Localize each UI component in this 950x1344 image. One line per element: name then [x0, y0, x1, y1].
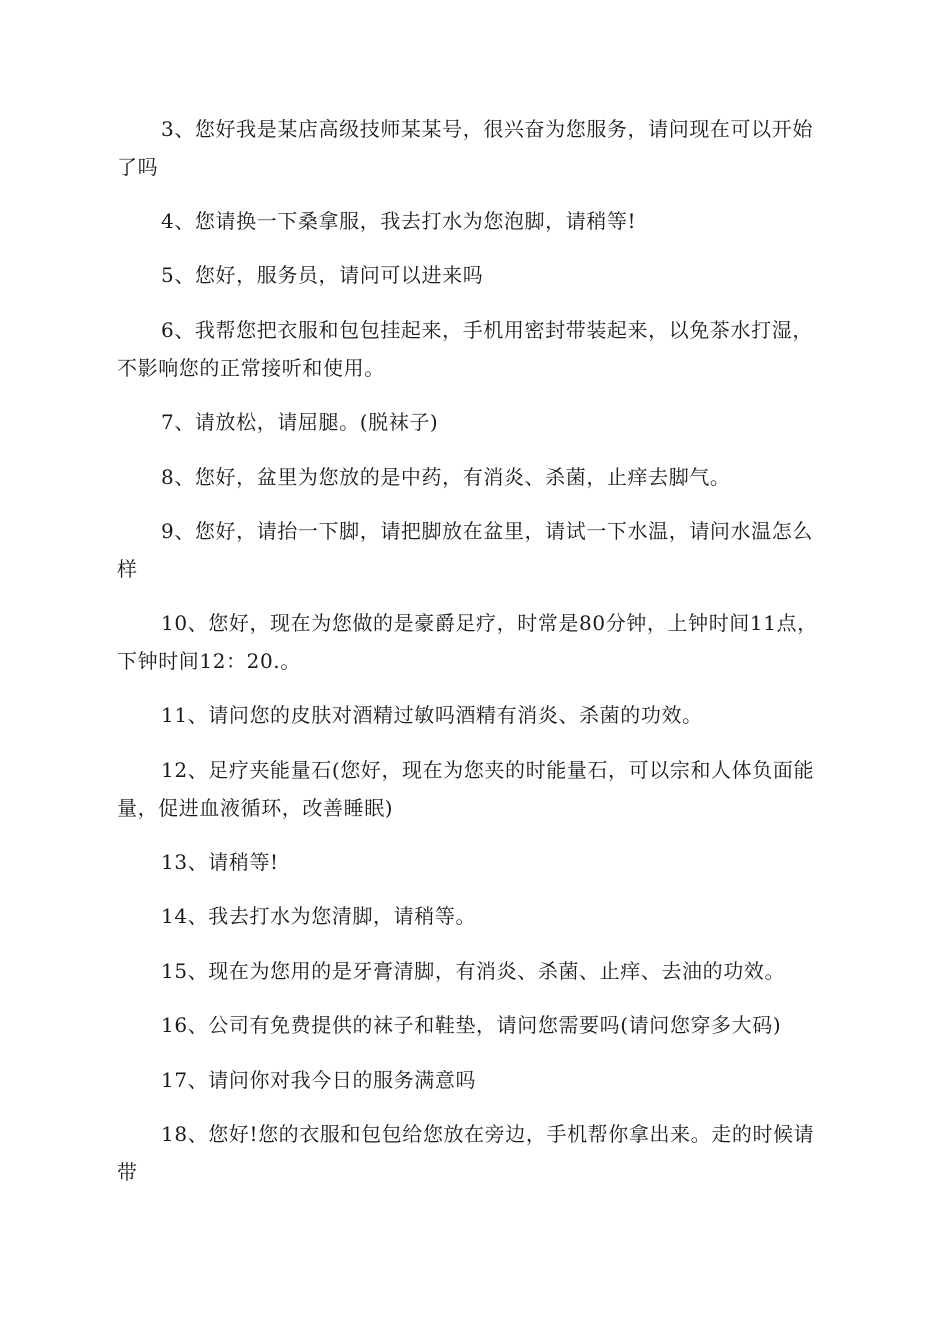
- paragraph-4: 4、您请换一下桑拿服，我去打水为您泡脚，请稍等!: [161, 209, 637, 233]
- paragraph-18: 18、您好!您的衣服和包包给您放在旁边，手机帮你拿出来。走的时候请带: [117, 1122, 815, 1184]
- paragraph-8: 8、您好，盆里为您放的是中药，有消炎、杀菌，止痒去脚气。: [161, 465, 731, 489]
- paragraph-6: 6、我帮您把衣服和包包挂起来，手机用密封带装起来，以免茶水打湿，不影响您的正常接听和使用。: [117, 318, 813, 380]
- paragraph-12: 12、足疗夹能量石(您好，现在为您夹的时能量石，可以宗和人体负面能量，促进血液循环，改善睡眠): [117, 758, 815, 820]
- paragraph-11: 11、请问您的皮肤对酒精过敏吗酒精有消炎、杀菌的功效。: [161, 703, 703, 727]
- paragraph-5: 5、您好，服务员，请问可以进来吗: [161, 263, 484, 287]
- paragraph-16: 16、公司有免费提供的袜子和鞋垫，请问您需要吗(请问您穿多大码): [161, 1013, 782, 1037]
- paragraph-13: 13、请稍等!: [161, 850, 279, 874]
- paragraph-3: 3、您好我是某店高级技师某某号，很兴奋为您服务，请问现在可以开始了吗: [117, 117, 813, 179]
- paragraph-17: 17、请问你对我今日的服务满意吗: [161, 1068, 477, 1092]
- paragraph-14: 14、我去打水为您清脚，请稍等。: [161, 904, 477, 928]
- paragraph-9: 9、您好，请抬一下脚，请把脚放在盆里，请试一下水温，请问水温怎么样: [117, 519, 813, 581]
- paragraph-7: 7、请放松，请屈腿。(脱袜子): [161, 410, 439, 434]
- paragraph-10: 10、您好，现在为您做的是豪爵足疗，时常是80分钟，上钟时间11点，下钟时间12：20.。: [117, 611, 818, 673]
- paragraph-15: 15、现在为您用的是牙膏清脚，有消炎、杀菌、止痒、去油的功效。: [161, 959, 786, 983]
